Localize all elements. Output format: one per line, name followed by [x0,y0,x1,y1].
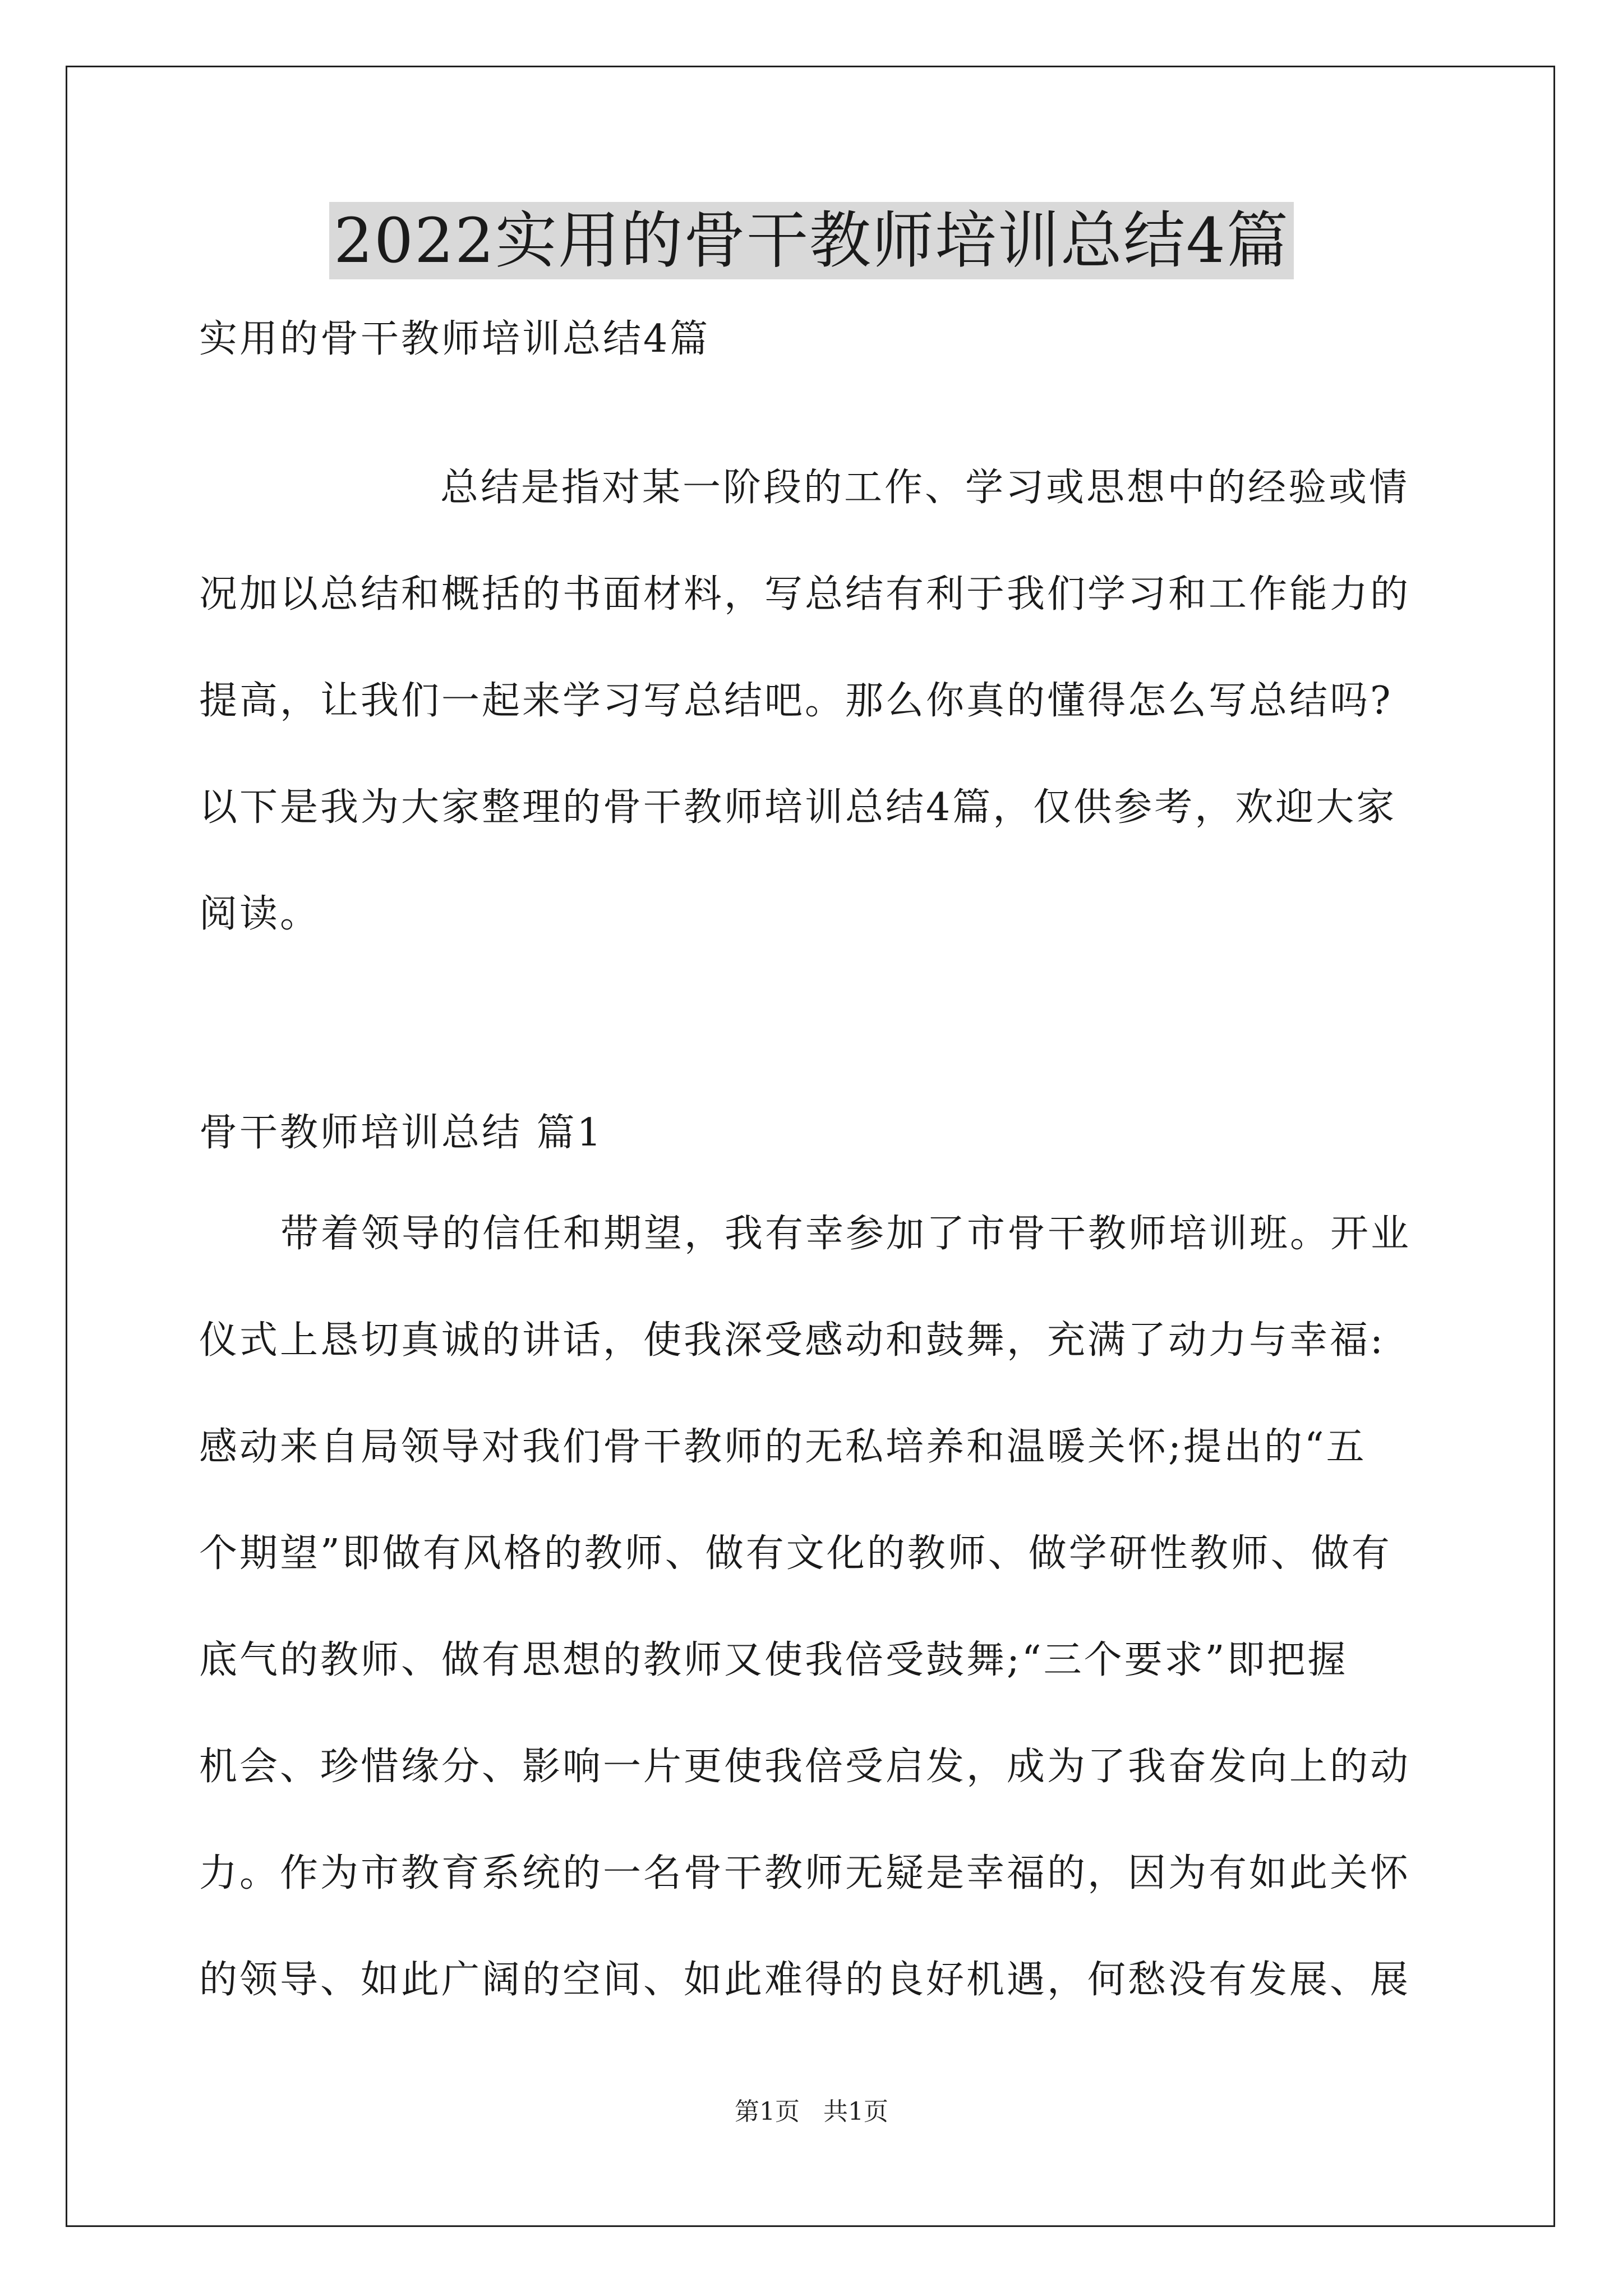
section-line: 仪式上恳切真诚的讲话，使我深受感动和鼓舞，充满了动力与幸福: [199,1318,1385,1363]
section-heading-text: 骨干教师培训总结 篇1 [199,1111,603,1155]
page-footer [0,2095,1623,2129]
section-line: 带着领导的信任和期望，我有幸参加了市骨干教师培训班。开业 [280,1212,1412,1256]
title-container [0,202,1623,279]
document-title: 2022实用的骨干教师培训总结4篇 [329,202,1294,279]
subtitle-line: 实用的骨干教师培训总结4篇 [199,317,711,361]
section-line: 感动来自局领导对我们骨干教师的无私培养和温暖关怀;提出的“五 [199,1425,1367,1469]
section-line: 机会、珍惜缘分、影响一片更使我倍受启发，成为了我奋发向上的动 [199,1745,1411,1789]
page-number-current: 第1页 [735,2097,800,2126]
intro-line: 总结是指对某一阶段的工作、学习或思想中的经验或情 [440,466,1410,510]
intro-line: 阅读。 [199,892,321,936]
intro-line: 以下是我为大家整理的骨干教师培训总结4篇，仅供参考，欢迎大家 [199,785,1397,830]
section-line: 个期望”即做有风格的教师、做有文化的教师、做学研性教师、做有 [199,1531,1392,1576]
intro-line: 况加以总结和概括的书面材料，写总结有利于我们学习和工作能力的 [199,572,1411,616]
section-line: 力。作为市教育系统的一名骨干教师无疑是幸福的，因为有如此关怀 [199,1851,1411,1895]
section-paragraph [199,1206,1430,2059]
intro-paragraph [199,460,1430,993]
section-line: 的领导、如此广阔的空间、如此难得的良好机遇，何愁没有发展、展 [199,1958,1411,2002]
document-subtitle [199,311,1430,418]
section-line: 底气的教师、做有思想的教师又使我倍受鼓舞;“三个要求”即把握 [199,1638,1348,1682]
section-heading [199,1105,1430,1212]
intro-line: 提高，让我们一起来学习写总结吧。那么你真的懂得怎么写总结吗? [199,679,1393,723]
page-number-total: 共1页 [823,2097,888,2126]
